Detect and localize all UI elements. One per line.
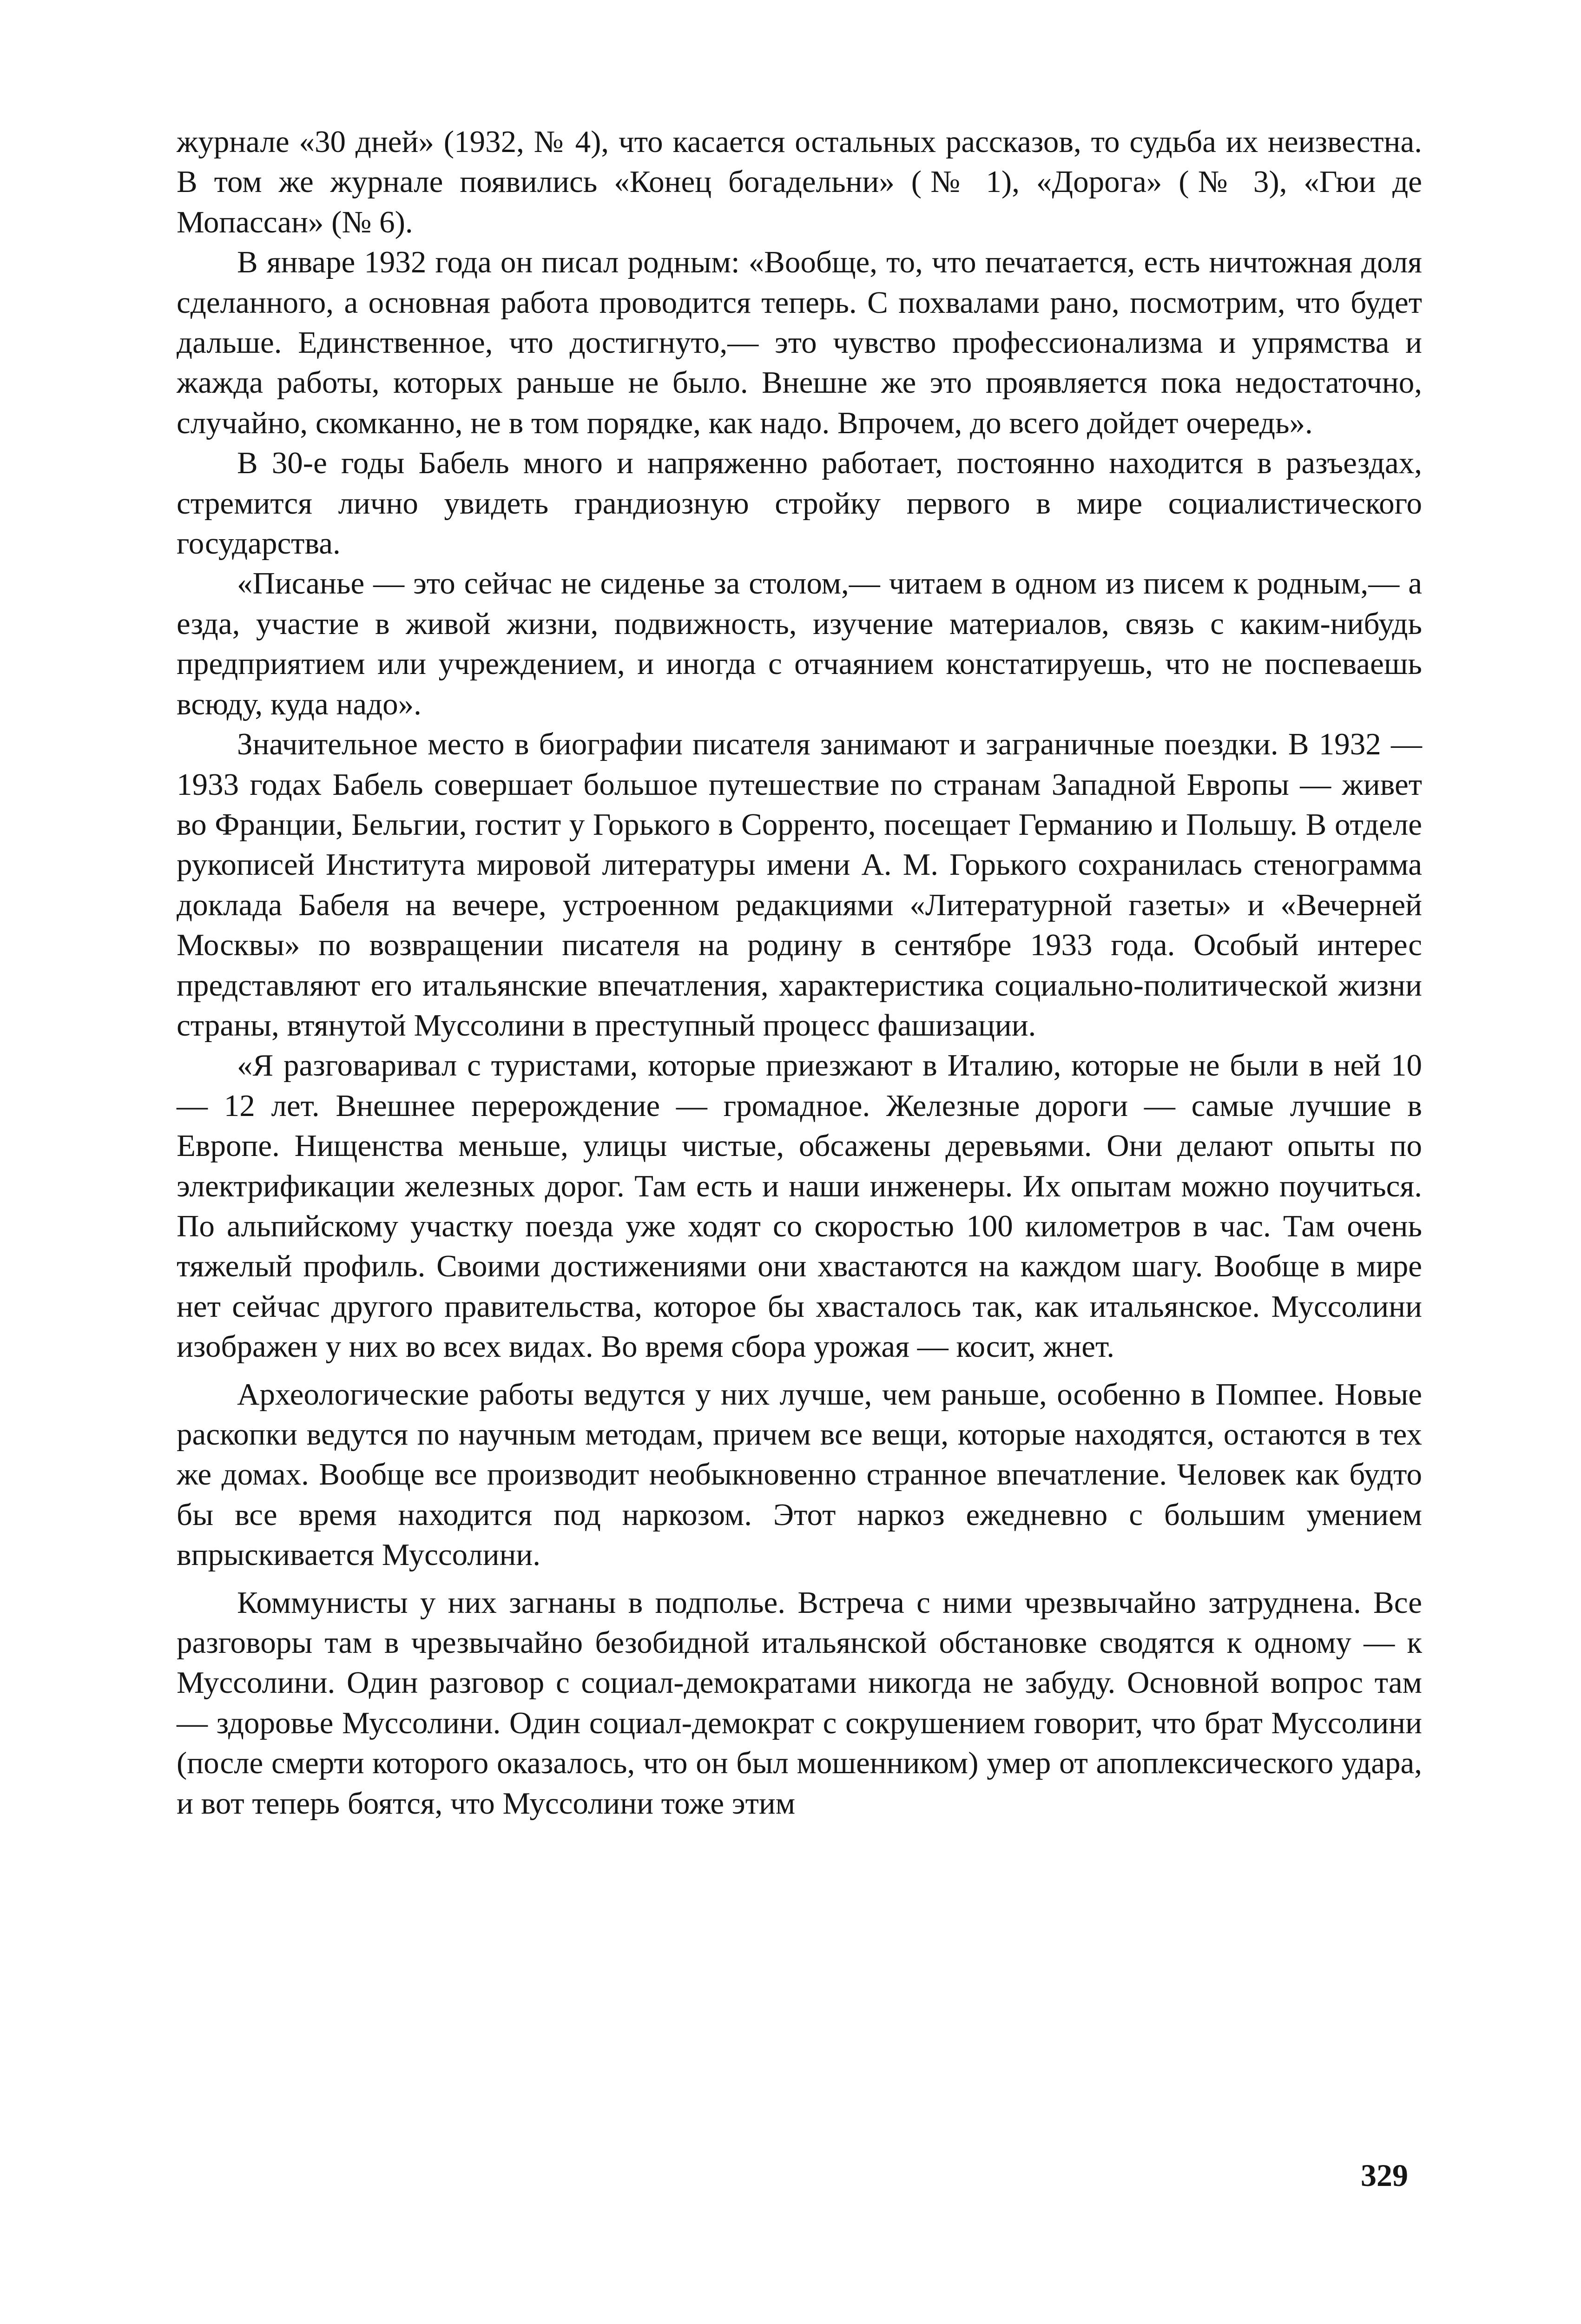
paragraph-quote-communists: Коммунисты у них загнаны в подполье. Встреча с ними чрезвычайно затруднена. Все разговоры там в чрезвычайно безобидной итальянской обстановке сводятся к одному — к Муссолини. Один разговор с социал-демократами никогда не забуду. Основной вопрос там — здоровье Муссолини. Один социал-демократ с сокрушением говорит, что брат Муссолини (после смерти которого оказалось, что он был мошенником) умер от апоплексического удара, и вот теперь боятся, что Муссолини тоже этим	[177, 1585, 1422, 1821]
paragraph-letter-january-1932: В январе 1932 года он писал родным: «Вообще, то, что печатается, есть ничтожная доля сделанного, а основная работа проводится теперь. С похвалами рано, посмотрим, что будет дальше. Единственное, что достигнуто,— это чувство профессионализма и упрямства и жажда работы, которых раньше не было. Внешне же это проявляется пока недостаточно, случайно, скомканно, не в том порядке, как надо. Впрочем, до всего дойдет очередь».	[177, 245, 1422, 440]
body-text	[177, 122, 1422, 1823]
paragraph-quote-tourists: «Я разговаривал с туристами, которые приезжают в Италию, которые не были в ней 10 — 12 лет. Внешнее перерождение — громадное. Железные дороги — самые лучшие в Европе. Нищенства меньше, улицы чистые, обсажены деревьями. Они делают опыты по электрификации железных дорог. Там есть и наши инженеры. Их опытам можно поучиться. По альпийскому участку поезда уже ходят со скоростью 100 километров в час. Там очень тяжелый профиль. Своими достижениями они хвастаются на каждом шагу. Вообще в мире нет сейчас другого правительства, которое бы хвасталось так, как итальянское. Муссолини изображен у них во всех видах. Во время сбора урожая — косит, жнет.	[177, 1048, 1422, 1364]
paragraph-foreign-trips: Значительное место в биографии писателя занимают и заграничные поездки. В 1932 — 1933 годах Бабель совершает большое путешествие по странам Западной Европы — живет во Франции, Бельгии, гостит у Горького в Сорренто, посещает Германию и Польшу. В отделе рукописей Института мировой литературы имени А. М. Горького сохранилась стенограмма доклада Бабеля на вечере, устроенном редакциями «Литературной газеты» и «Вечерней Москвы» по возвращении писателя на родину в сентябре 1933 года. Особый интерес представляют его итальянские впечатления, характеристика социально-политической жизни страны, втянутой Муссолини в преступный процесс фашизации.	[177, 727, 1422, 1043]
paragraph-quote-archaeology: Археологические работы ведутся у них лучше, чем раньше, особенно в Помпее. Новые раскопки ведутся по научным методам, причем все вещи, которые находятся, остаются в тех же домах. Вообще все производит необыкновенно странное впечатление. Человек как будто бы все время находится под наркозом. Этот наркоз ежедневно с большим умением впрыскивается Муссолини.	[177, 1377, 1422, 1572]
paragraph-letter-on-writing: «Писанье — это сейчас не сиденье за столом,— читаем в одном из писем к родным,— а езда, участие в живой жизни, подвижность, изучение материалов, связь с каким-нибудь предприятием или учреждением, и иногда с отчаянием констатируешь, что не поспеваешь всюду, куда надо».	[177, 566, 1422, 721]
page-number: 329	[1361, 2158, 1408, 2193]
paragraph-30s-travels: В 30-е годы Бабель много и напряженно работает, постоянно находится в разъездах, стремится лично увидеть грандиозную стройку первого в мире социалистического государства.	[177, 446, 1422, 561]
paragraph-continuation: журнале «30 дней» (1932, № 4), что касается остальных рассказов, то судьба их неизвестна. В том же журнале появились «Конец богадельни» (№ 1), «Дорога» (№ 3), «Гюи де Мопассан» (№ 6).	[177, 125, 1422, 239]
